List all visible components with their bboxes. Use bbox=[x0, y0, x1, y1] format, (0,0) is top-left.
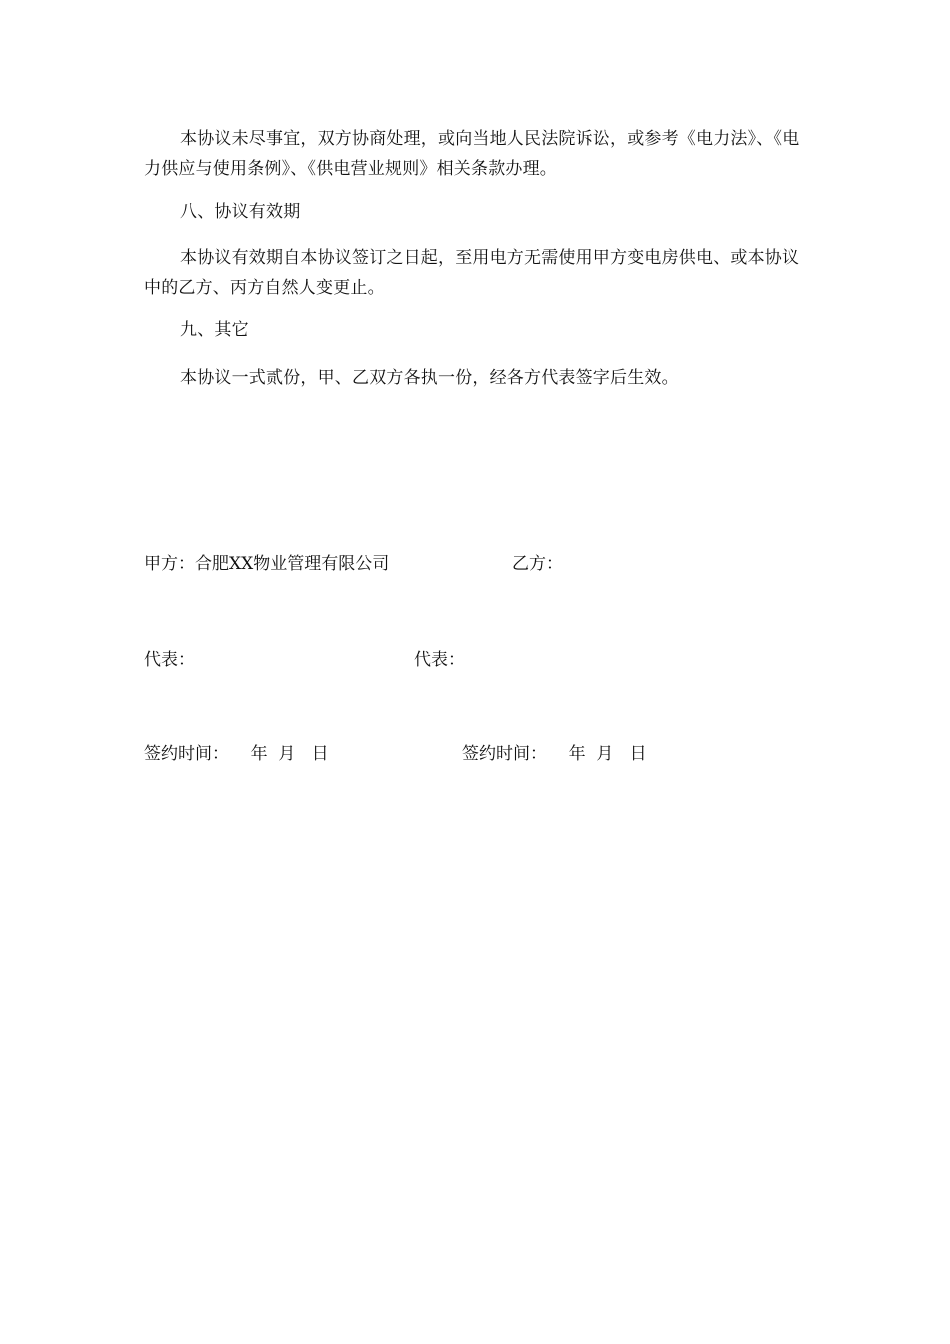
clause-paragraph-copies: 本协议一式贰份，甲、乙双方各执一份，经各方代表签字后生效。 bbox=[180, 368, 679, 388]
signature-date-b: 签约时间： 年 月 日 bbox=[462, 744, 647, 764]
signature-representative-a: 代表： bbox=[144, 650, 195, 670]
signature-representative-b: 代表： bbox=[414, 650, 465, 670]
clause-paragraph-validity-period: 本协议有效期自本协议签订之日起，至用电方无需使用甲方变电房供电、或本协议中的乙方、丙方自然人变更止。 bbox=[144, 248, 800, 298]
section-heading-validity-period: 八、协议有效期 bbox=[180, 202, 301, 222]
signature-party-b: 乙方： bbox=[512, 554, 563, 574]
signature-party-a: 甲方：合肥XX物业管理有限公司 bbox=[144, 554, 390, 574]
clause-paragraph-unresolved-matters: 本协议未尽事宜，双方协商处理，或向当地人民法院诉讼，或参考《电力法》、《电力供应与使用条例》、《供电营业规则》相关条款办理。 bbox=[144, 129, 800, 179]
section-heading-others: 九、其它 bbox=[180, 320, 249, 340]
signature-date-a: 签约时间： 年 月 日 bbox=[144, 744, 329, 764]
